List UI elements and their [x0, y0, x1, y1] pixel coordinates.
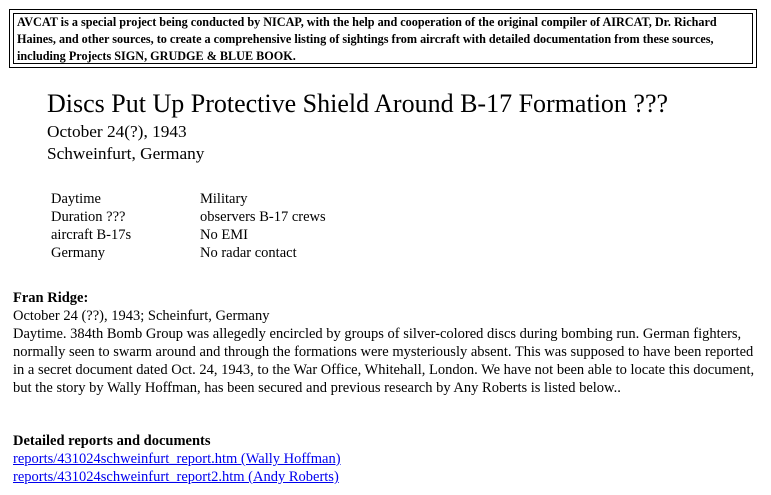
- report-section: [13, 289, 763, 397]
- fact-left: Duration ???: [51, 209, 126, 225]
- fact-right: No EMI: [200, 227, 248, 243]
- facts-row: [50, 244, 326, 262]
- fact-left: aircraft B-17s: [51, 227, 132, 243]
- fact-right: Military: [200, 191, 248, 207]
- documents-section: [13, 432, 763, 486]
- report-date-location: October 24 (??), 1943; Scheinfurt, Germany: [13, 308, 270, 324]
- fact-right: No radar contact: [200, 245, 297, 261]
- fact-left: Germany: [51, 245, 105, 261]
- documents-heading: Detailed reports and documents: [13, 433, 211, 449]
- report-link-roberts[interactable]: reports/431024schweinfurt_report2.htm (Andy Roberts): [13, 469, 339, 485]
- report-body: Daytime. 384th Bomb Group was allegedly encircled by groups of silver-colored discs during bombing run. German fighters, normally seen to swarm around and through the formations were mysteriously absent. This was supposed to have been reported in a secret document dated Oct. 24, 1943, to the War Office, Whitehall, London. We have not been able to locate this document, but the story by Wally Hoffman, has been secured and previous research by Any Roberts is listed below..: [13, 326, 755, 396]
- sighting-location: Schweinfurt, Germany: [47, 144, 205, 163]
- report-author: Fran Ridge:: [13, 290, 89, 306]
- facts-row: [50, 208, 326, 226]
- report-link-hoffman[interactable]: reports/431024schweinfurt_report.htm (Wally Hoffman): [13, 451, 341, 467]
- facts-table: [50, 190, 326, 262]
- facts-row: [50, 190, 326, 208]
- fact-right: observers B-17 crews: [200, 209, 326, 225]
- page-title: Discs Put Up Protective Shield Around B-17 Formation ???: [47, 89, 669, 118]
- avcat-banner: [9, 9, 757, 68]
- facts-row: [50, 226, 326, 244]
- sighting-date: October 24(?), 1943: [47, 122, 187, 141]
- avcat-banner-text: AVCAT is a special project being conducted by NICAP, with the help and cooperation of the original compiler of AIRCAT, Dr. Richard Haines, and other sources, to create a comprehensive listing of sightings from aircraft with detailed documentation from these sources, including Projects SIGN, GRUDGE & BLUE BOOK.: [13, 13, 753, 64]
- fact-left: Daytime: [51, 191, 101, 207]
